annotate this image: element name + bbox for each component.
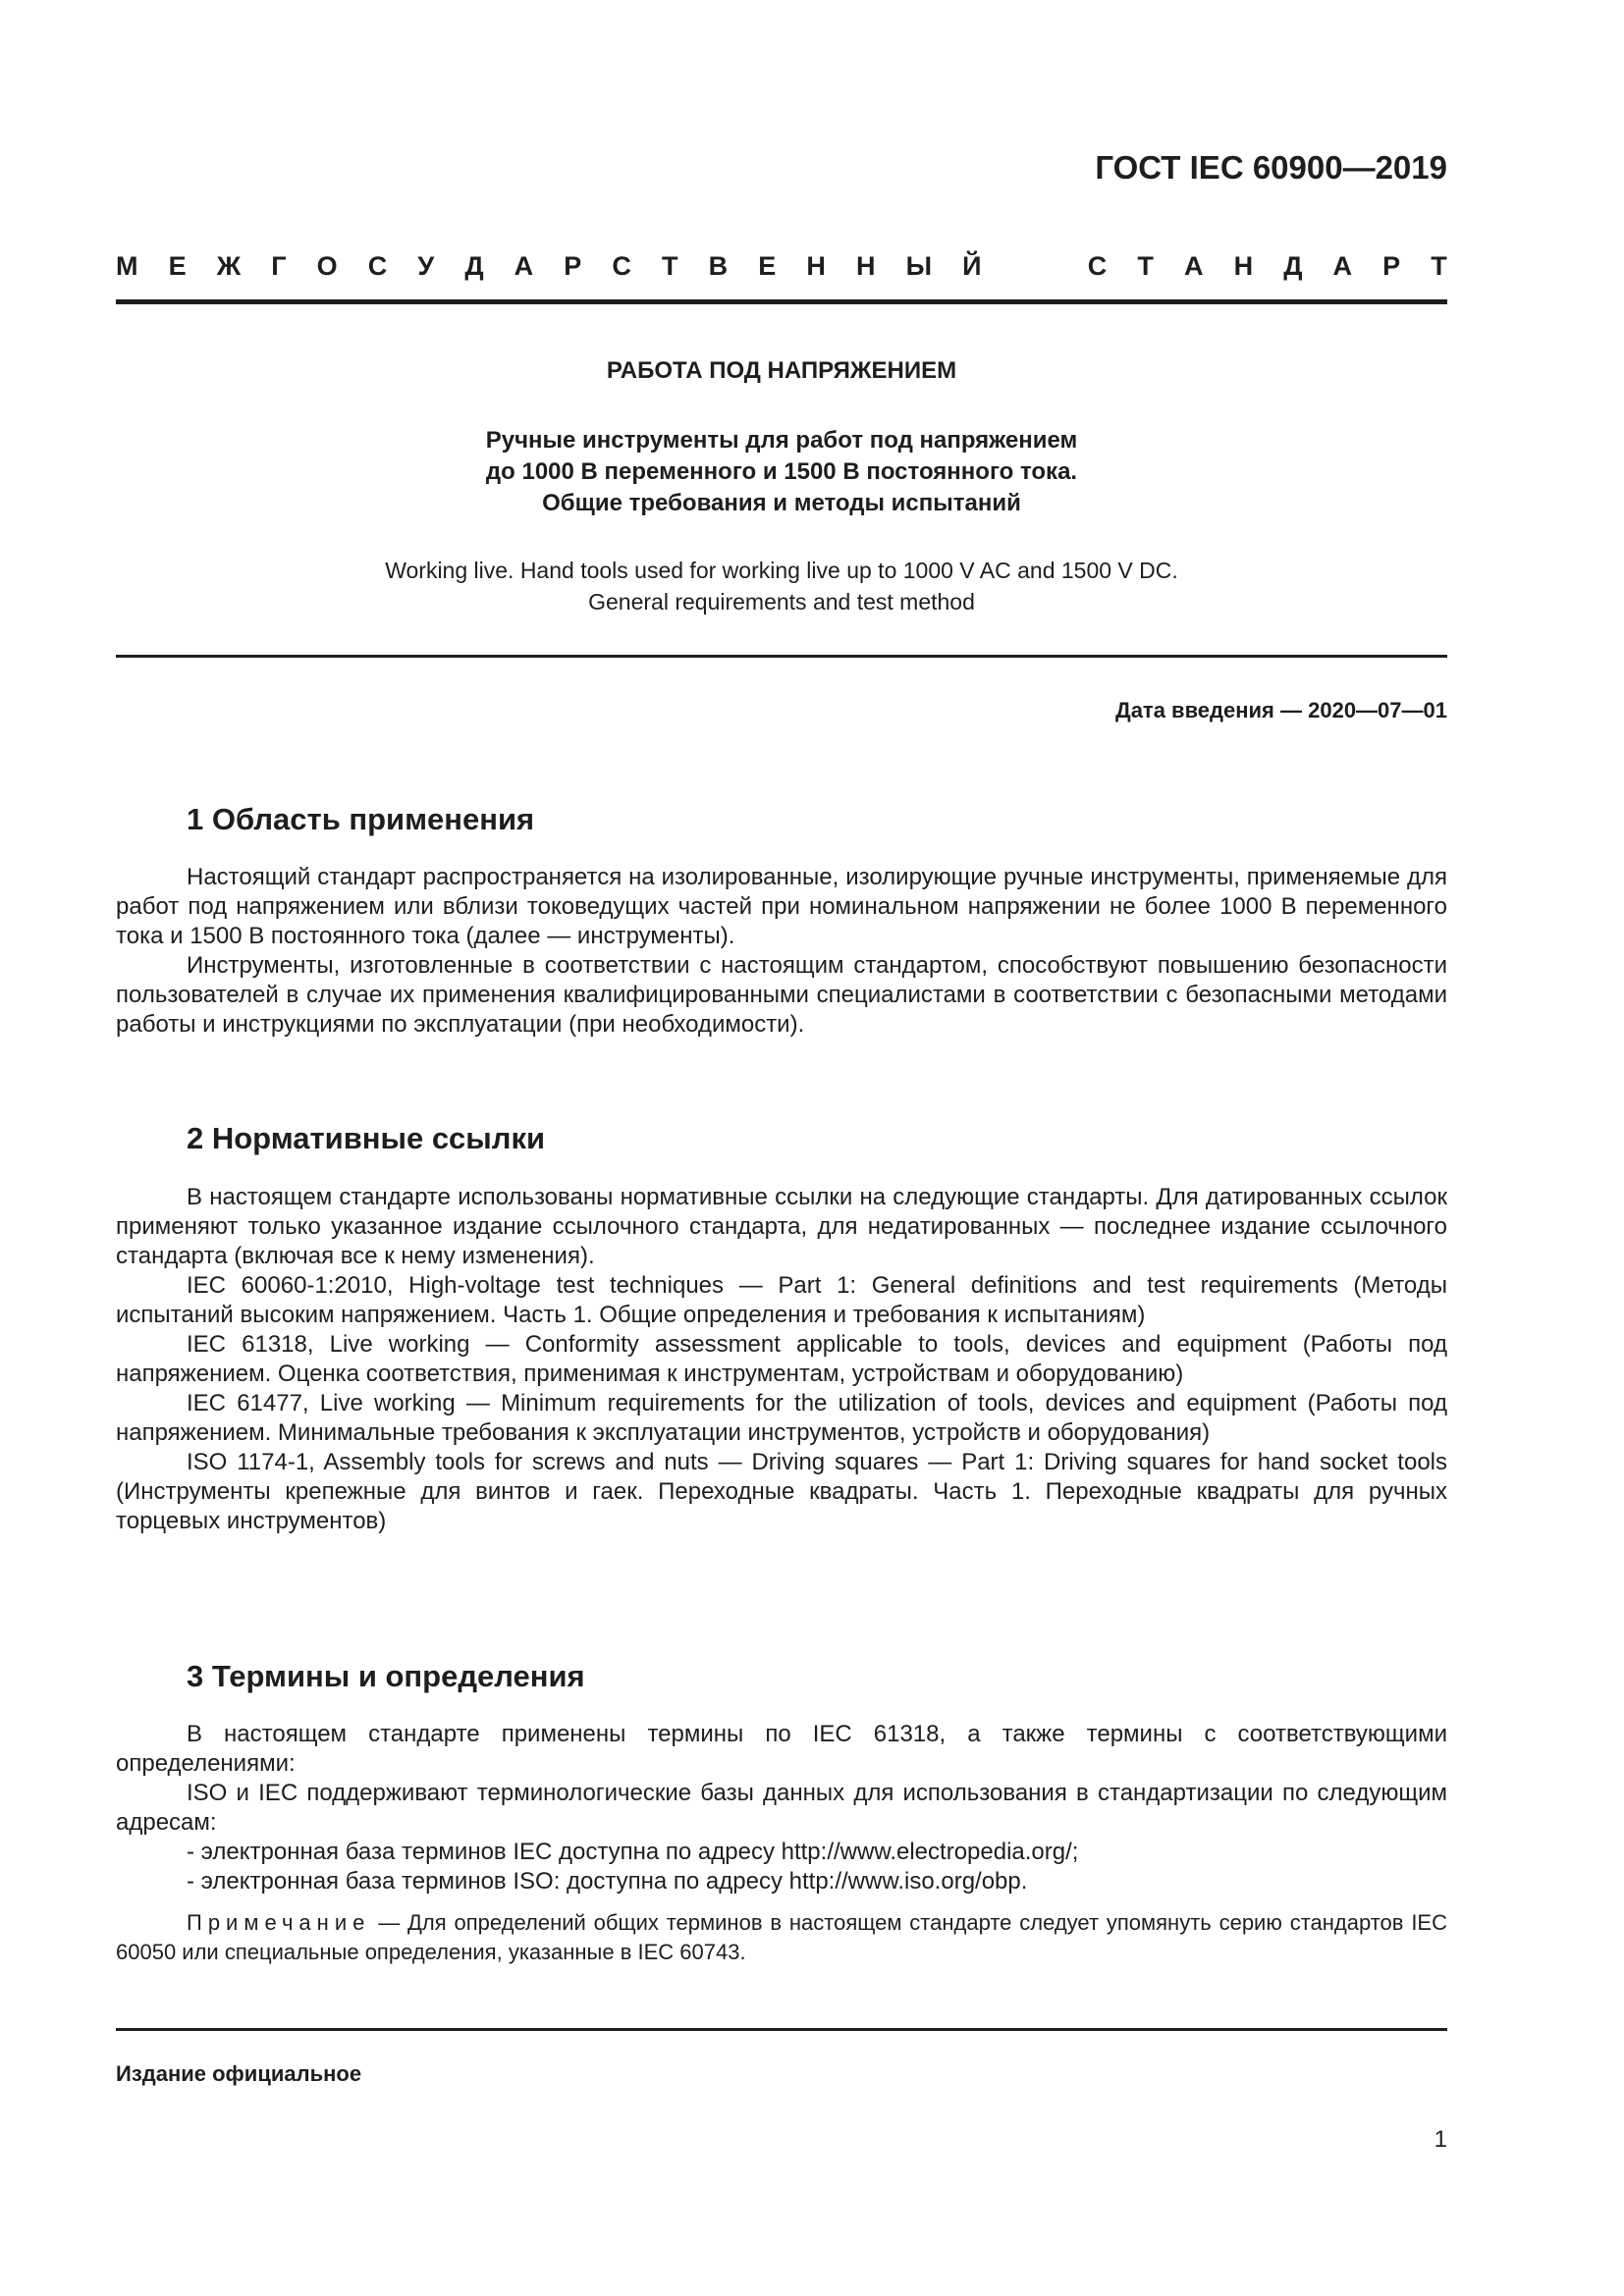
std-type-letter: А (1332, 251, 1353, 281)
std-type-letter: Й (962, 251, 982, 281)
footer-divider (116, 2028, 1447, 2031)
std-type-letter: Н (806, 251, 826, 281)
header-divider (116, 299, 1447, 304)
std-type-letter: Т (1137, 251, 1154, 281)
std-type-letter: С (367, 251, 388, 281)
reference-item: IEC 61477, Live working — Minimum requirements for the utilization of tools, devices and equipment (Работы под напряжением. Минимальные требования к эксплуатации инструментов, устройств и оборудования) (116, 1390, 1447, 1446)
std-type-letter: С (612, 251, 631, 281)
note (116, 1908, 1447, 1967)
paragraph: ISO и IEC поддерживают терминологические базы данных для использования в стандартизации по следующим адресам: (116, 1780, 1447, 1836)
section-heading-normative-references: 2 Нормативные ссылки (187, 1121, 546, 1155)
document-page (116, 0, 1447, 2296)
section-heading-scope: 1 Область применения (187, 802, 535, 836)
std-type-letter: Д (1283, 251, 1303, 281)
english-title (116, 555, 1447, 617)
std-type-letter: М (116, 251, 138, 281)
english-title-line: General requirements and test method (588, 589, 975, 614)
section-body-normative-references (116, 1183, 1447, 1536)
std-type-letter: Д (464, 251, 484, 281)
subtitle-line: Общие требования и методы испытаний (542, 490, 1021, 516)
std-type-letter: С (1087, 251, 1108, 281)
std-type-letter: В (708, 251, 729, 281)
std-type-letter: Т (662, 251, 678, 281)
std-type-letter: Ы (905, 251, 933, 281)
reference-item: IEC 60060-1:2010, High-voltage test techniques — Part 1: General definitions and test requirements (Методы испытаний высоким напряжением. Часть 1. Общие определения и требования к испытаниям) (116, 1272, 1447, 1328)
section-body-scope (116, 863, 1447, 1040)
title-divider (116, 655, 1447, 658)
subtitle-line: до 1000 В переменного и 1500 В постоянного тока. (485, 458, 1078, 485)
main-title: РАБОТА ПОД НАПРЯЖЕНИЕМ (606, 357, 957, 384)
reference-item: ISO 1174-1, Assembly tools for screws and nuts — Driving squares — Part 1: Driving squares for hand socket tools (Инструменты крепежные для винтов и гаек. Переходные квадраты. Часть 1. Переходные квадраты для ручных торцевых инструментов) (116, 1449, 1447, 1534)
standard-type-heading (116, 251, 1447, 282)
section-heading-terms: 3 Термины и определения (187, 1659, 585, 1693)
reference-item: IEC 61318, Live working — Conformity assessment applicable to tools, devices and equipment (Работы под напряжением. Оценка соответствия, применимая к инструментам, устройствам и оборудованию) (116, 1331, 1447, 1387)
paragraph: В настоящем стандарте использованы нормативные ссылки на следующие стандарты. Для датированных ссылок применяют только указанное издание ссылочного стандарта, для недатированных — последнее издание ссылочного стандарта (включая все к нему изменения). (116, 1184, 1447, 1269)
std-type-letter: А (1183, 251, 1204, 281)
paragraph: Инструменты, изготовленные в соответствии с настоящим стандартом, способствуют повышению безопасности пользователей в случае их применения квалифицированными специалистами в соответствии с безопасными методами работы и инструкциями по эксплуатации (при необходимости). (116, 952, 1447, 1038)
std-type-letter: Р (564, 251, 582, 281)
paragraph: Настоящий стандарт распространяется на изолированные, изолирующие ручные инструменты, применяемые для работ под напряжением или вблизи токоведущих частей при номинальном напряжении не более 1000 В переменного тока и 1500 В постоянного тока (далее — инструменты). (116, 864, 1447, 949)
std-type-letter: Н (1233, 251, 1254, 281)
std-type-letter: Е (168, 251, 187, 281)
note-label: Примечание (187, 1910, 371, 1935)
std-type-letter: Г (271, 251, 287, 281)
std-type-letter: У (417, 251, 435, 281)
std-type-letter: Е (758, 251, 777, 281)
edition-label: Издание официальное (116, 2061, 362, 2086)
std-type-letter: Т (1431, 251, 1447, 281)
intro-date: Дата введения — 2020—07—01 (1115, 698, 1447, 722)
std-type-letter: Ж (216, 251, 242, 281)
page-number: 1 (1434, 2126, 1447, 2153)
note-text: — Для определений общих терминов в настоящем стандарте следует упомянуть серию стандартов IEC 60050 или специальные определения, указанные в IEC 60743. (116, 1910, 1447, 1964)
std-type-letter: О (316, 251, 338, 281)
english-title-line: Working live. Hand tools used for working live up to 1000 V AC and 1500 V DC. (385, 558, 1178, 583)
std-type-letter: Н (855, 251, 876, 281)
gost-number: ГОСТ IEC 60900—2019 (1095, 149, 1447, 186)
std-type-letter: Р (1382, 251, 1401, 281)
paragraph: В настоящем стандарте применены термины по IEC 61318, а также термины с соответствующими определениями: (116, 1721, 1447, 1777)
std-type-letter: А (514, 251, 534, 281)
word-gap (1012, 251, 1057, 282)
list-item: - электронная база терминов ISO: доступна по адресу http://www.iso.org/obp. (187, 1868, 1028, 1895)
subtitle-line: Ручные инструменты для работ под напряжением (485, 427, 1078, 454)
section-body-terms (116, 1720, 1447, 1967)
list-item: - электронная база терминов IEC доступна по адресу http://www.electropedia.org/; (187, 1839, 1079, 1865)
subtitle (116, 425, 1447, 519)
